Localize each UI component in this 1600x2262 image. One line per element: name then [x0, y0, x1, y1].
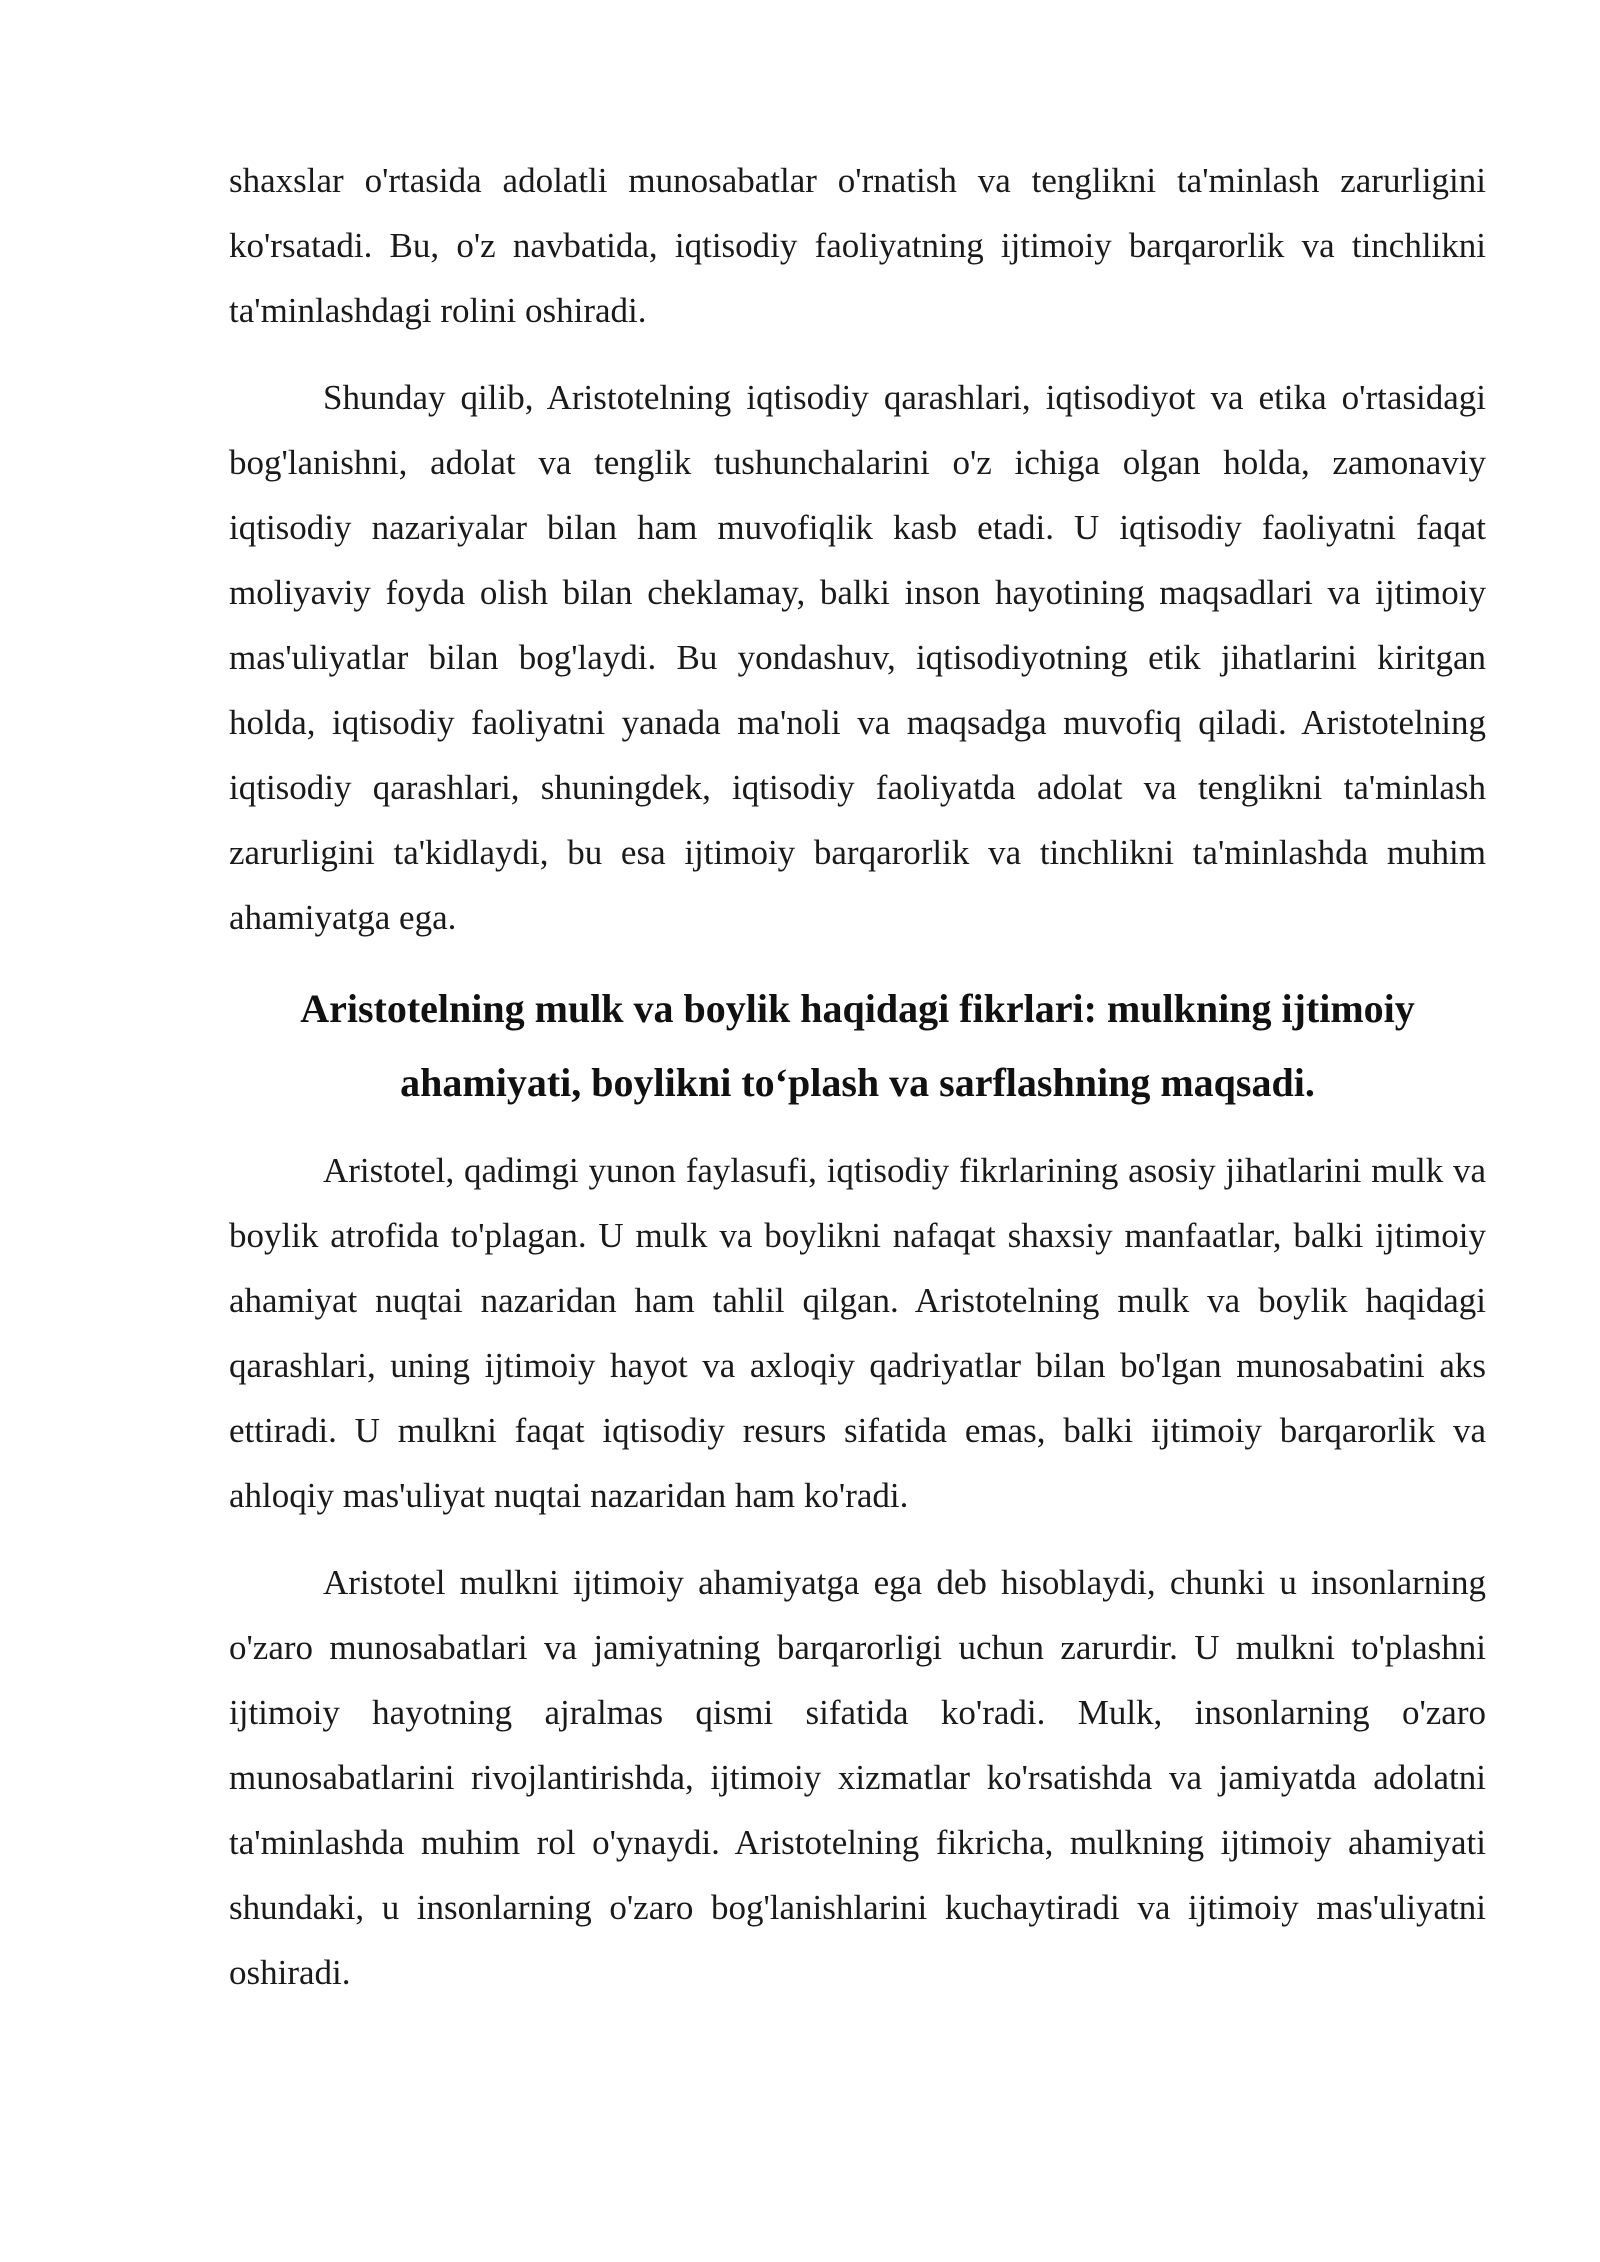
section-heading: Aristotelning mulk va boylik haqidagi fikrlari: mulkning ijtimoiy ahamiyati, boylikni to‘plash va sarflashning maqsadi.	[300, 986, 1415, 1105]
document-body	[229, 148, 1486, 2027]
paragraph-property: Aristotel mulkni ijtimoiy ahamiyatga ega deb hisoblaydi, chunki u insonlarning o'zaro munosabatlari va jamiyatning barqarorligi uchun zarurdir. U mulkni to'plashni ijtimoiy hayotning ajralmas qismi sifatida ko'radi. Mulk, insonlarning o'zaro munosabatlarini rivojlantirishda, ijtimoiy xizmatlar ko'rsatishda va jamiyatda adolatni ta'minlashda muhim rol o'ynaydi. Aristotelning fikricha, mulkning ijtimoiy ahamiyati shundaki, u insonlarning o'zaro bog'lanishlarini kuchaytiradi va ijtimoiy mas'uliyatni oshiradi.	[229, 1563, 1486, 1992]
paragraph-continued: shaxslar o'rtasida adolatli munosabatlar o'rnatish va tenglikni ta'minlash zarurligini ko'rsatadi. Bu, o'z navbatida, iqtisodiy faoliyatning ijtimoiy barqarorlik va tinchlikni ta'minlashdagi rolini oshiradi.	[229, 161, 1486, 330]
paragraph-intro: Aristotel, qadimgi yunon faylasufi, iqtisodiy fikrlarining asosiy jihatlarini mulk va boylik atrofida to'plagan. U mulk va boylikni nafaqat shaxsiy manfaatlar, balki ijtimoiy ahamiyat nuqtai nazaridan ham tahlil qilgan. Aristotelning mulk va boylik haqidagi qarashlari, uning ijtimoiy hayot va axloqiy qadriyatlar bilan bo'lgan munosabatini aks ettiradi. U mulkni faqat iqtisodiy resurs sifatida emas, balki ijtimoiy barqarorlik va ahloqiy mas'uliyat nuqtai nazaridan ham ko'radi.	[229, 1151, 1486, 1515]
paragraph-summary: Shunday qilib, Aristotelning iqtisodiy qarashlari, iqtisodiyot va etika o'rtasidagi bog'lanishni, adolat va tenglik tushunchalarini o'z ichiga olgan holda, zamonaviy iqtisodiy nazariyalar bilan ham muvofiqlik kasb etadi. U iqtisodiy faoliyatni faqat moliyaviy foyda olish bilan cheklamay, balki inson hayotining maqsadlari va ijtimoiy mas'uliyatlar bilan bog'laydi. Bu yondashuv, iqtisodiyotning etik jihatlarini kiritgan holda, iqtisodiy faoliyatni yanada ma'noli va maqsadga muvofiq qiladi. Aristotelning iqtisodiy qarashlari, shuningdek, iqtisodiy faoliyatda adolat va tenglikni ta'minlash zarurligini ta'kidlaydi, bu esa ijtimoiy barqarorlik va tinchlikni ta'minlashda muhim ahamiyatga ega.	[229, 378, 1486, 937]
